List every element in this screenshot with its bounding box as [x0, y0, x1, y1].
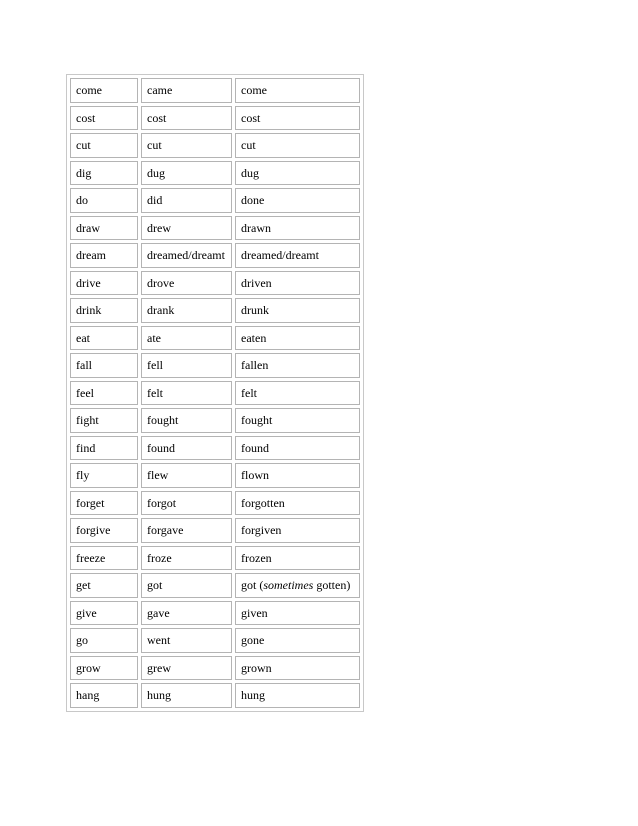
past-simple-cell: got — [141, 573, 232, 598]
past-simple-cell: grew — [141, 656, 232, 681]
table-row — [70, 353, 360, 378]
table-row — [70, 573, 360, 598]
base-form-cell: drink — [70, 298, 138, 323]
past-participle-cell: come — [235, 78, 360, 103]
past-participle-cell: cut — [235, 133, 360, 158]
past-participle-cell: forgotten — [235, 491, 360, 516]
past-simple-cell: fought — [141, 408, 232, 433]
base-form-cell: go — [70, 628, 138, 653]
past-simple-cell: felt — [141, 381, 232, 406]
past-participle-cell: fallen — [235, 353, 360, 378]
table-row — [70, 628, 360, 653]
base-form-cell: dig — [70, 161, 138, 186]
table-row — [70, 298, 360, 323]
past-participle-cell: flown — [235, 463, 360, 488]
past-simple-cell: cost — [141, 106, 232, 131]
base-form-cell: freeze — [70, 546, 138, 571]
past-simple-cell: found — [141, 436, 232, 461]
base-form-cell: forgive — [70, 518, 138, 543]
past-simple-cell: ate — [141, 326, 232, 351]
table-row — [70, 381, 360, 406]
base-form-cell: come — [70, 78, 138, 103]
base-form-cell: drive — [70, 271, 138, 296]
table-row — [70, 243, 360, 268]
base-form-cell: forget — [70, 491, 138, 516]
base-form-cell: find — [70, 436, 138, 461]
table-row — [70, 683, 360, 708]
table-row — [70, 106, 360, 131]
past-participle-cell: dreamed/dreamt — [235, 243, 360, 268]
base-form-cell: hang — [70, 683, 138, 708]
base-form-cell: give — [70, 601, 138, 626]
past-simple-cell: gave — [141, 601, 232, 626]
past-simple-cell: hung — [141, 683, 232, 708]
past-simple-cell: forgave — [141, 518, 232, 543]
past-participle-cell: gone — [235, 628, 360, 653]
past-simple-cell: fell — [141, 353, 232, 378]
base-form-cell: fly — [70, 463, 138, 488]
past-participle-cell: given — [235, 601, 360, 626]
base-form-cell: fall — [70, 353, 138, 378]
base-form-cell: eat — [70, 326, 138, 351]
table-row — [70, 601, 360, 626]
past-participle-cell: felt — [235, 381, 360, 406]
past-participle-cell: drunk — [235, 298, 360, 323]
table-row — [70, 78, 360, 103]
table-row — [70, 216, 360, 241]
past-participle-cell: dug — [235, 161, 360, 186]
past-simple-cell: flew — [141, 463, 232, 488]
table-row — [70, 133, 360, 158]
base-form-cell: do — [70, 188, 138, 213]
base-form-cell: cost — [70, 106, 138, 131]
past-participle-cell: grown — [235, 656, 360, 681]
base-form-cell: dream — [70, 243, 138, 268]
past-simple-cell: froze — [141, 546, 232, 571]
past-simple-cell: came — [141, 78, 232, 103]
table-row — [70, 271, 360, 296]
past-participle-cell: eaten — [235, 326, 360, 351]
table-row — [70, 161, 360, 186]
past-simple-cell: drove — [141, 271, 232, 296]
table-row — [70, 518, 360, 543]
past-participle-cell: drawn — [235, 216, 360, 241]
past-simple-cell: dreamed/dreamt — [141, 243, 232, 268]
past-participle-cell: found — [235, 436, 360, 461]
table-row — [70, 436, 360, 461]
base-form-cell: feel — [70, 381, 138, 406]
table-row — [70, 188, 360, 213]
table-row — [70, 656, 360, 681]
table-row — [70, 546, 360, 571]
past-simple-cell: dug — [141, 161, 232, 186]
past-simple-cell: did — [141, 188, 232, 213]
past-participle-cell: got (sometimes gotten) — [235, 573, 360, 598]
emphasis-text: sometimes — [263, 578, 314, 593]
base-form-cell: draw — [70, 216, 138, 241]
past-participle-cell: frozen — [235, 546, 360, 571]
table-row — [70, 491, 360, 516]
past-participle-cell: fought — [235, 408, 360, 433]
past-simple-cell: forgot — [141, 491, 232, 516]
table-row — [70, 408, 360, 433]
past-simple-cell: drank — [141, 298, 232, 323]
past-simple-cell: drew — [141, 216, 232, 241]
past-participle-cell: done — [235, 188, 360, 213]
table-row — [70, 326, 360, 351]
past-participle-cell: driven — [235, 271, 360, 296]
past-simple-cell: cut — [141, 133, 232, 158]
past-participle-cell: cost — [235, 106, 360, 131]
base-form-cell: cut — [70, 133, 138, 158]
base-form-cell: fight — [70, 408, 138, 433]
past-participle-cell: hung — [235, 683, 360, 708]
past-simple-cell: went — [141, 628, 232, 653]
past-participle-cell: forgiven — [235, 518, 360, 543]
base-form-cell: grow — [70, 656, 138, 681]
irregular-verbs-table — [66, 74, 364, 712]
table-row — [70, 463, 360, 488]
base-form-cell: get — [70, 573, 138, 598]
verb-table-body — [70, 78, 360, 708]
